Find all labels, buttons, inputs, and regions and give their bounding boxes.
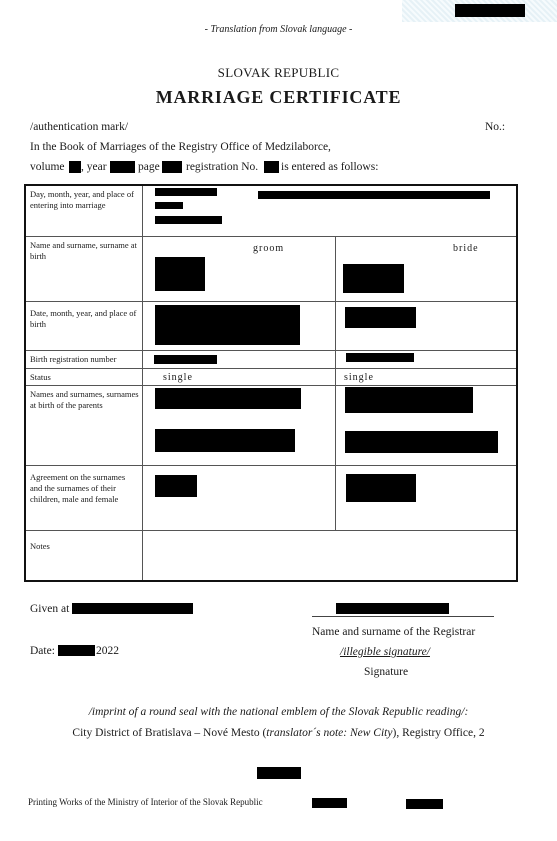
bride-status-cell <box>336 368 518 385</box>
signature-caption: Signature <box>364 666 409 678</box>
registration-label: registration No. <box>186 161 259 173</box>
bride-status: single <box>344 371 374 383</box>
printer-line: Printing Works of the Ministry of Interior of the Slovak Republic <box>28 797 263 807</box>
row-names <box>25 236 517 301</box>
row-agreement <box>25 465 517 530</box>
groom-status: single <box>163 371 193 383</box>
bride-header: bride <box>453 242 479 254</box>
label-parents: Names and surnames, surnames at birth of the parents <box>25 385 143 465</box>
translation-note: - Translation from Slovak language - <box>204 24 353 35</box>
redaction <box>343 264 404 293</box>
illegible-signature: /illegible signature/ <box>340 646 430 658</box>
label-birth-reg: Birth registration number <box>25 350 143 368</box>
redaction <box>346 474 416 502</box>
label-marriage: Day, month, year, and place of entering into marriage <box>25 185 143 236</box>
redaction <box>346 353 414 362</box>
seal-text-suffix: ), Registry Office, 2 <box>392 727 485 739</box>
country-heading: SLOVAK REPUBLIC <box>217 65 340 80</box>
seal-text-note: translator´s note: New City <box>266 727 393 739</box>
given-at-label: Given at <box>30 603 70 615</box>
label-names: Name and surname, surname at birth <box>25 236 143 301</box>
value-notes <box>143 530 518 581</box>
redaction <box>155 388 301 409</box>
page-label: page <box>138 161 160 173</box>
groom-status-cell <box>143 368 336 385</box>
redaction <box>455 4 525 17</box>
label-agreement: Agreement on the surnames and the surnames of their children, male and female <box>25 465 143 530</box>
label-status: Status <box>25 368 143 385</box>
intro-line: In the Book of Marriages of the Registry Office of Medzilaborce, <box>30 141 331 153</box>
groom-header: groom <box>253 242 285 254</box>
document-title: MARRIAGE CERTIFICATE <box>155 87 402 107</box>
redaction <box>312 798 347 808</box>
row-notes <box>25 530 517 581</box>
redaction <box>258 191 490 199</box>
redaction <box>162 161 182 173</box>
entered-label: is entered as follows: <box>281 161 379 173</box>
redaction <box>406 799 443 809</box>
redaction <box>155 429 295 452</box>
date-label: Date: <box>30 645 55 657</box>
redaction <box>155 188 217 196</box>
certificate-table <box>24 184 518 582</box>
redaction <box>58 645 95 656</box>
volume-label: volume <box>30 161 65 173</box>
signature-line <box>312 616 494 617</box>
redaction <box>345 387 473 413</box>
redaction <box>155 305 300 345</box>
label-notes: Notes <box>25 530 143 581</box>
label-birth: Date, month, year, and place of birth <box>25 301 143 350</box>
authentication-mark: /authentication mark/ <box>30 121 129 133</box>
redaction <box>155 257 205 291</box>
redaction <box>69 161 81 173</box>
redaction <box>155 475 197 497</box>
redaction <box>257 767 301 779</box>
redaction <box>155 216 222 224</box>
registrar-caption: Name and surname of the Registrar <box>312 626 476 638</box>
seal-text-prefix: City District of Bratislava – Nové Mesto ( <box>72 727 267 739</box>
redaction <box>72 603 193 614</box>
redaction <box>345 307 416 328</box>
year-label: , year <box>81 161 107 173</box>
row-status <box>25 368 517 385</box>
seal-text <box>0 727 557 739</box>
redaction <box>155 202 183 209</box>
row-birth-reg <box>25 350 517 368</box>
redaction <box>345 431 498 453</box>
redaction <box>264 161 279 173</box>
date-year: 2022 <box>96 645 119 657</box>
redaction <box>336 603 449 614</box>
redaction <box>110 161 135 173</box>
seal-note: /imprint of a round seal with the national emblem of the Slovak Republic reading/: <box>88 706 469 718</box>
redaction <box>154 355 217 364</box>
number-label: No.: <box>485 121 506 133</box>
